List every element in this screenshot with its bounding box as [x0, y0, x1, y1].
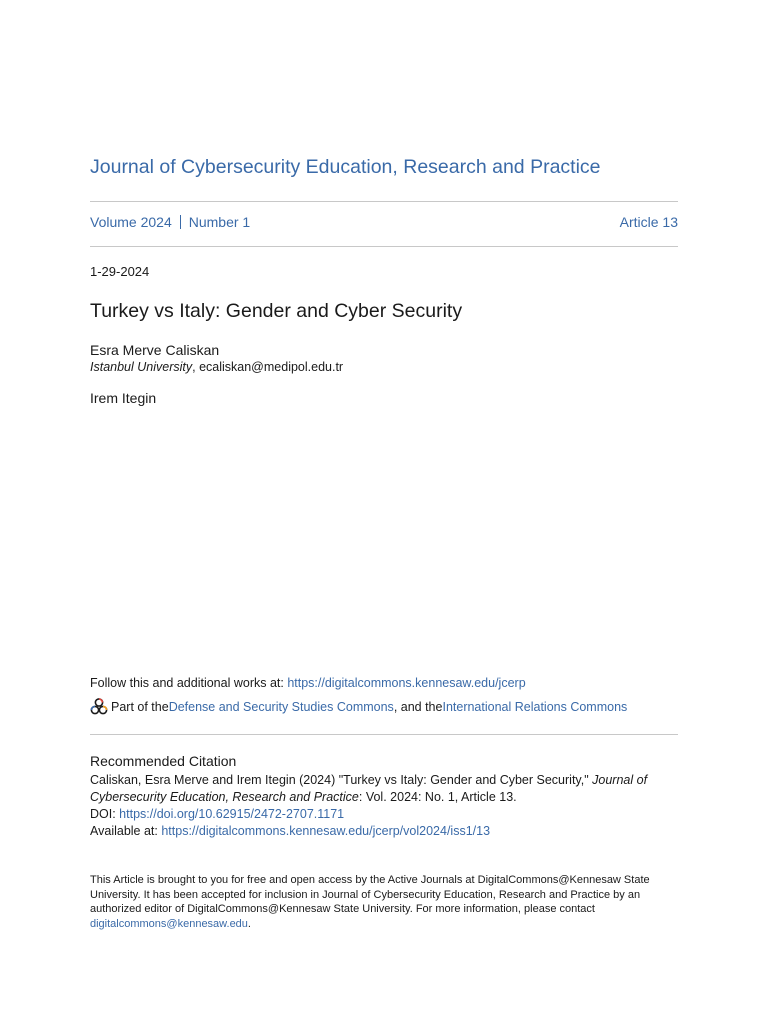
article-link[interactable]: Article 13 — [619, 214, 678, 230]
divider — [90, 201, 678, 202]
citation-heading: Recommended Citation — [90, 753, 237, 769]
part-of-prefix: Part of the — [111, 700, 169, 714]
separator — [180, 215, 181, 229]
part-of-middle: , and the — [393, 700, 443, 714]
follow-link[interactable]: https://digitalcommons.kennesaw.edu/jcerp — [287, 676, 526, 690]
author-name: Irem Itegin — [90, 390, 157, 406]
citation-journal: Journal of Cybersecurity Education, Research and Practice — [90, 773, 648, 804]
citation-text: Caliskan, Esra Merve and Irem Itegin (2024) "Turkey vs Italy: Gender and Cyber Security," — [90, 773, 593, 787]
journal-title[interactable]: Journal of Cybersecurity Education, Research and Practice — [90, 156, 601, 178]
author-affiliation — [90, 360, 343, 374]
doi-label: DOI: — [90, 807, 120, 821]
publication-date: 1-29-2024 — [90, 264, 150, 279]
footer-notice — [90, 873, 678, 931]
available-link[interactable]: https://digitalcommons.kennesaw.edu/jcerp/vol2024/iss1/13 — [161, 824, 491, 838]
volume-link[interactable]: Volume 2024 — [90, 214, 172, 230]
citation-body — [90, 772, 678, 840]
author-email: , ecaliskan@medipol.edu.tr — [192, 360, 344, 374]
network-logo-icon — [90, 698, 108, 716]
doi-link[interactable]: https://doi.org/10.62915/2472-2707.1171 — [119, 807, 345, 821]
citation-volume: : Vol. 2024: No. 1, Article 13. — [358, 790, 517, 804]
footer-text: This Article is brought to you for free and open access by the Active Journals at DigitalCommons@Kennesaw State University. It has been accepted for inclusion in Journal of Cybersecurity Education, Research and Practice by an authorized editor of DigitalCommons@Kennesaw State University. For more information, please contact — [90, 874, 650, 916]
number-link[interactable]: Number 1 — [188, 214, 251, 230]
article-title: Turkey vs Italy: Gender and Cyber Security — [90, 300, 463, 322]
footer-end: . — [247, 917, 251, 930]
divider — [90, 246, 678, 247]
issue-info — [90, 214, 250, 230]
available-label: Available at: — [90, 824, 162, 838]
author-name: Esra Merve Caliskan — [90, 342, 220, 358]
affiliation-name: Istanbul University — [90, 360, 193, 374]
part-of-line — [90, 698, 627, 716]
international-relations-commons-link[interactable]: International Relations Commons — [442, 700, 628, 714]
divider — [90, 734, 678, 735]
follow-line — [90, 676, 526, 690]
defense-security-commons-link[interactable]: Defense and Security Studies Commons — [168, 700, 394, 714]
contact-email-link[interactable]: digitalcommons@kennesaw.edu — [90, 917, 248, 930]
issue-bar — [90, 214, 678, 230]
follow-text: Follow this and additional works at: — [90, 676, 288, 690]
